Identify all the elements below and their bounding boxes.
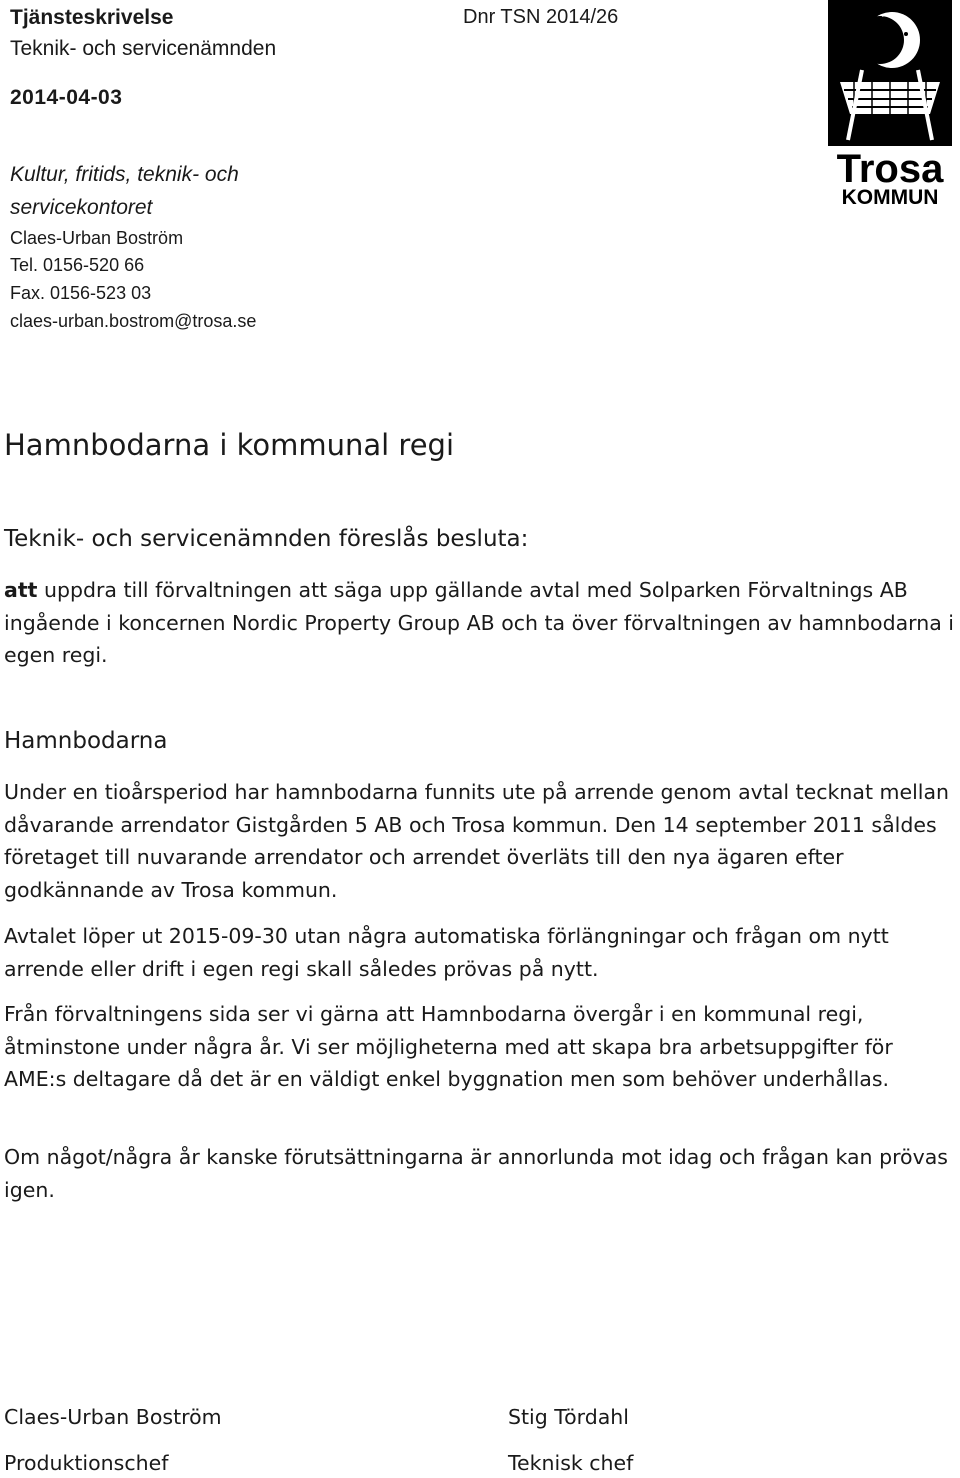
contact-email: claes-urban.bostrom@trosa.se xyxy=(10,311,257,331)
office-line-1: Kultur, fritids, teknik- och xyxy=(10,163,239,186)
decision-text: uppdra till förvaltningen att säga upp gällande avtal med Solparken Förvaltnings AB ingående i koncernen Nordic Property Group AB och ta över förvaltningen av hamnbodarna i egen regi. xyxy=(4,578,954,667)
office-line-2: servicekontoret xyxy=(10,196,153,219)
document-type: Tjänsteskrivelse xyxy=(10,6,174,29)
body-paragraph: Från förvaltningens sida ser vi gärna att Hamnbodarna övergår i en kommunal regi, åtminstone under några år. Vi ser möjligheterna med att skapa bra arbetsuppgifter för AME:s deltagare då det är en väldigt enkel byggnation men som behöver underhållas. xyxy=(4,1002,893,1091)
contact-fax: Fax. 0156-523 03 xyxy=(10,283,152,303)
att-word: att xyxy=(4,578,38,602)
signature-name: Stig Tördahl xyxy=(508,1405,629,1429)
body-paragraph: Avtalet löper ut 2015-09-30 utan några automatiska förlängningar och frågan om nytt arrende eller drift i egen regi skall således prövas på nytt. xyxy=(4,924,889,981)
section-heading: Hamnbodarna xyxy=(4,728,168,754)
body-paragraph: Om något/några år kanske förutsättningarna är annorlunda mot idag och frågan kan prövas igen. xyxy=(4,1145,948,1202)
trosa-kommun-logo xyxy=(822,0,958,206)
logo-subtext: KOMMUN xyxy=(841,186,939,206)
contact-name: Claes-Urban Boström xyxy=(10,228,184,248)
signature-title: Teknisk chef xyxy=(508,1451,634,1475)
signature-name: Claes-Urban Boström xyxy=(4,1405,222,1429)
proposal-lead: Teknik- och servicenämnden föreslås besluta: xyxy=(4,526,529,552)
logo-wordmark: Trosa xyxy=(836,147,944,191)
board-name: Teknik- och servicenämnden xyxy=(10,37,277,60)
registration-number: Dnr TSN 2014/26 xyxy=(463,6,619,28)
decision-paragraph xyxy=(4,574,954,672)
page-title: Hamnbodarna i kommunal regi xyxy=(4,428,454,462)
document-date: 2014-04-03 xyxy=(10,86,123,109)
body-paragraph: Under en tioårsperiod har hamnbodarna funnits ute på arrende genom avtal tecknat mellan dåvarande arrendator Gistgården 5 AB och Trosa kommun. Den 14 september 2011 såldes företaget till nuvarande arrendator och arrendet överläts till den nya ägaren efter godkännande av Trosa kommun. xyxy=(4,780,950,902)
contact-phone: Tel. 0156-520 66 xyxy=(10,255,145,275)
signature-title: Produktionschef xyxy=(4,1451,169,1475)
